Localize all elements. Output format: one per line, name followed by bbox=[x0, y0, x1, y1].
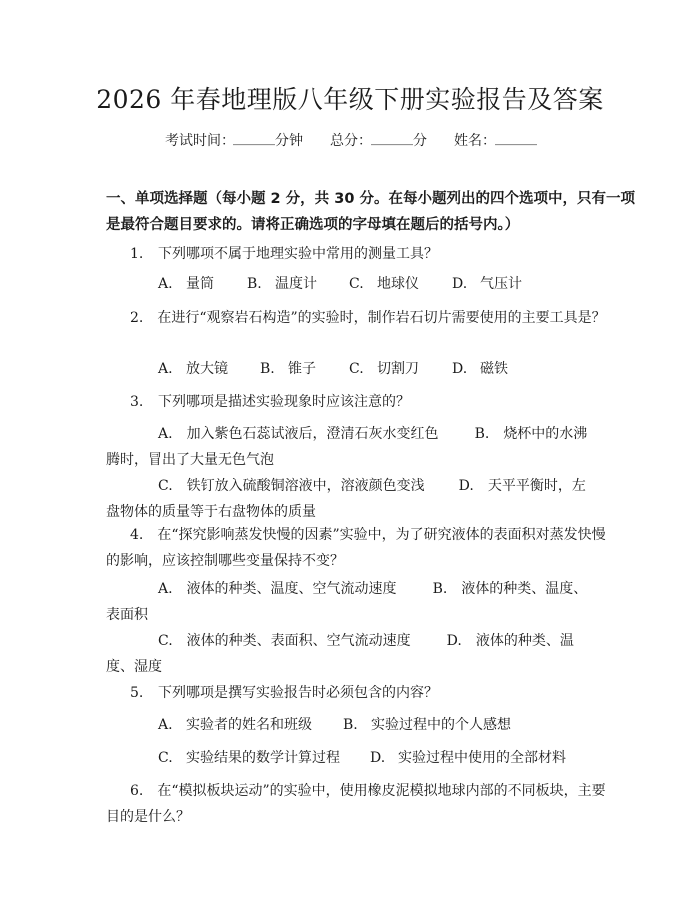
option-text: 锥子 bbox=[288, 361, 316, 377]
option-letter: B. bbox=[432, 581, 448, 597]
question-number: 3. bbox=[130, 394, 144, 410]
option-letter: C. bbox=[349, 276, 364, 292]
question-text: 下列哪项是描述实验现象时应该注意的？ bbox=[158, 394, 410, 410]
score-unit: 分 bbox=[413, 133, 427, 149]
option-letter: C. bbox=[158, 633, 173, 649]
time-label: 考试时间： bbox=[165, 133, 235, 149]
option-text: 实验者的姓名和班级 bbox=[186, 717, 312, 733]
option-letter: D. bbox=[370, 750, 386, 766]
option-text: 加入紫色石蕊试液后，澄清石灰水变红色 bbox=[186, 426, 439, 442]
option-text: 液体的种类、温度、表面积 bbox=[106, 581, 588, 623]
option-letter: D. bbox=[446, 633, 462, 649]
option-text: 实验过程中使用的全部材料 bbox=[398, 750, 566, 766]
option-letter: D. bbox=[452, 276, 468, 292]
page-title: 2026 年春地理版八年级下册实验报告及答案 bbox=[96, 85, 604, 114]
option-letter: D. bbox=[452, 361, 468, 377]
section-heading bbox=[106, 186, 635, 238]
question-4-options-cd bbox=[106, 628, 592, 680]
time-unit: 分钟 bbox=[275, 133, 303, 149]
option-letter: D. bbox=[458, 478, 474, 494]
option-text: 气压计 bbox=[480, 276, 522, 292]
question-number: 2. bbox=[130, 310, 144, 326]
question-3-options-cd bbox=[106, 473, 592, 525]
option-letter: A. bbox=[158, 276, 173, 292]
question-3-options-ab bbox=[106, 421, 592, 473]
question-number: 1. bbox=[130, 246, 144, 262]
question-4-options-ab bbox=[106, 576, 592, 628]
option-text: 烧杯中的水沸腾时，冒出了大量无色气泡 bbox=[106, 426, 588, 468]
question-text: 下列哪项不属于地理实验中常用的测量工具？ bbox=[158, 246, 438, 262]
question-text: 在“模拟板块运动”的实验中，使用橡皮泥模拟地球内部的不同板块，主要目的是什么？ bbox=[106, 783, 606, 825]
option-text: 切割刀 bbox=[377, 361, 419, 377]
score-label: 总分： bbox=[330, 133, 372, 149]
option-text: 磁铁 bbox=[480, 361, 508, 377]
question-number: 4. bbox=[130, 527, 144, 543]
option-text: 地球仪 bbox=[377, 276, 419, 292]
question-text: 在进行“观察岩石构造”的实验时，制作岩石切片需要使用的主要工具是？ bbox=[157, 310, 606, 326]
option-text: 量筒 bbox=[186, 276, 214, 292]
score-blank: ______ bbox=[371, 130, 413, 146]
option-text: 铁钉放入硫酸铜溶液中，溶液颜色变浅 bbox=[186, 478, 425, 494]
option-letter: A. bbox=[158, 581, 173, 597]
name-blank: ______ bbox=[495, 130, 537, 146]
question-text: 下列哪项是撰写实验报告时必须包含的内容？ bbox=[158, 685, 438, 701]
option-text: 液体的种类、温度、空气流动速度 bbox=[186, 581, 397, 597]
name-label: 姓名： bbox=[454, 133, 496, 149]
option-text: 温度计 bbox=[275, 276, 317, 292]
section-heading-line2: 是最符合题目要求的。请将正确选项的字母填在题后的括号内。） bbox=[106, 217, 520, 233]
option-letter: A. bbox=[158, 426, 173, 442]
option-text: 实验结果的数学计算过程 bbox=[186, 750, 340, 766]
option-letter: A. bbox=[158, 717, 173, 733]
question-number: 5. bbox=[130, 685, 144, 701]
option-letter: B. bbox=[343, 717, 358, 733]
option-text: 液体的种类、温度、湿度 bbox=[106, 633, 574, 675]
option-letter: C. bbox=[158, 478, 173, 494]
time-blank: ______ bbox=[233, 130, 275, 146]
question-number: 6. bbox=[130, 783, 144, 799]
option-letter: B. bbox=[260, 361, 275, 377]
option-text: 实验过程中的个人感想 bbox=[371, 717, 511, 733]
option-letter: B. bbox=[247, 276, 262, 292]
question-6 bbox=[106, 778, 606, 830]
question-text: 在“探究影响蒸发快慢的因素”实验中，为了研究液体的表面积对蒸发快慢的影响，应该控制哪些变量保持不变？ bbox=[106, 527, 606, 569]
question-2 bbox=[106, 305, 606, 331]
option-letter: C. bbox=[158, 750, 173, 766]
section-heading-line1: 一、单项选择题（每小题 2 分，共 30 分。在每小题列出的四个选项中，只有一项 bbox=[106, 191, 635, 207]
option-text: 天平平衡时，左盘物体的质量等于右盘物体的质量 bbox=[106, 478, 586, 520]
option-letter: A. bbox=[158, 361, 173, 377]
option-text: 放大镜 bbox=[186, 361, 228, 377]
option-text: 液体的种类、表面积、空气流动速度 bbox=[186, 633, 411, 649]
question-4 bbox=[106, 522, 606, 574]
option-letter: B. bbox=[474, 426, 490, 442]
option-letter: C. bbox=[349, 361, 364, 377]
